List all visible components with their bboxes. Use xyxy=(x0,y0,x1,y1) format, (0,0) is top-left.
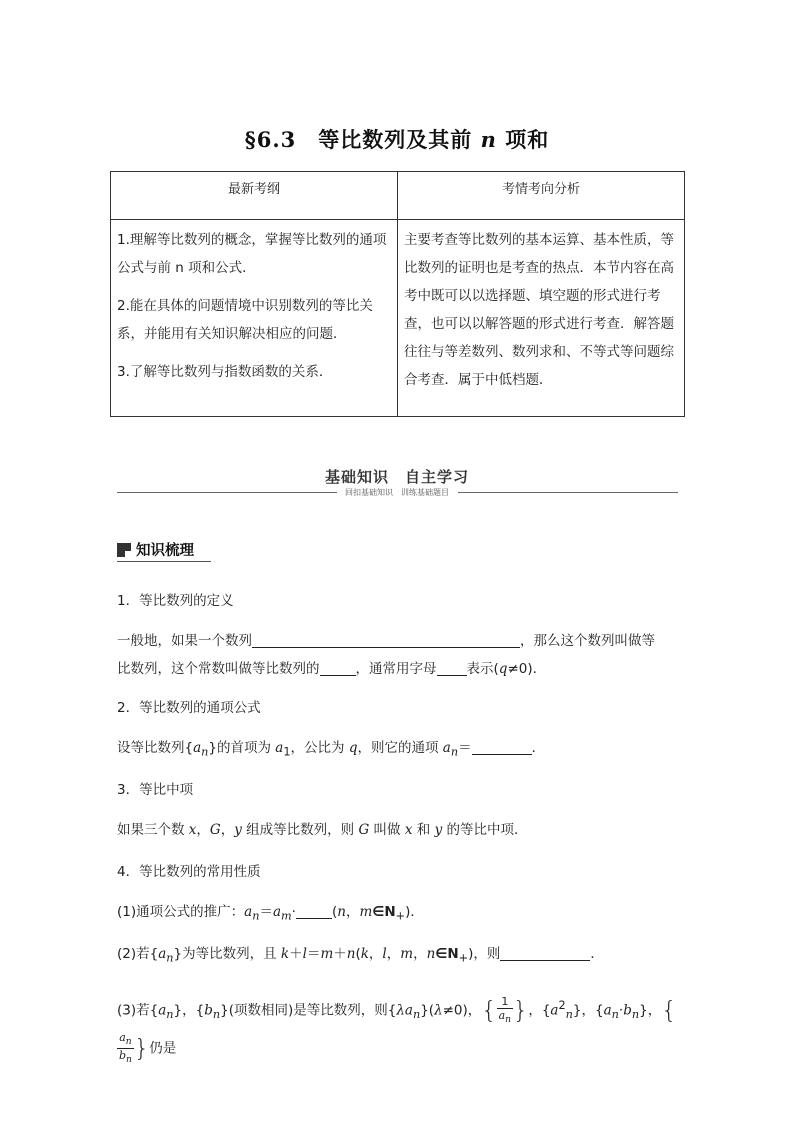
answer-blank[interactable] xyxy=(472,740,532,755)
answer-blank[interactable] xyxy=(437,661,467,676)
answer-blank[interactable] xyxy=(320,661,356,676)
heading-properties: 4．等比数列的常用性质 xyxy=(117,864,261,880)
section-banner-title: 基础知识 自主学习 xyxy=(324,468,469,486)
page-title: §6.3 等比数列及其前 n 项和 xyxy=(244,127,550,152)
heading-geometric-mean: 3．等比中项 xyxy=(117,782,194,798)
answer-blank[interactable] xyxy=(500,946,590,961)
geometric-mean-line: 如果三个数 x，G，y 组成等比数列，则 G 叫做 x 和 y 的等比中项． xyxy=(117,822,528,838)
answer-blank[interactable] xyxy=(296,904,332,919)
knowledge-tag-underline xyxy=(117,561,211,562)
fraction-reciprocal: $\frac{1}{a_n}$ xyxy=(498,994,512,1026)
property-3: (3)若$\{a_n\}$，$\{b_n\}$(项数相同)是等比数列，则$\{\lambda a_n\}(\lambda\ne 0)$，{ $\frac{1}{a_n}$ }，$\{a^2_n\}$，$\{a_n\cdot b_n\}$，{ $\frac{a_n}{b_n}$ }仍是 xyxy=(117,994,677,1066)
definition-line-2: 比数列，这个常数叫做等比数列的 ，通常用字母 表示(q≠0)． xyxy=(117,661,547,677)
outline-item: 1.理解等比数列的概念，掌握等比数列的通项公式与前 n 项和公式． xyxy=(117,232,387,276)
knowledge-tag: 知识梳理 xyxy=(117,539,194,560)
heading-general-term: 2．等比数列的通项公式 xyxy=(117,700,261,716)
outline-item: 2.能在具体的问题情境中识别数列的等比关系，并能用有关知识解决相应的问题． xyxy=(117,298,373,342)
general-term-line: 设等比数列$\{a_n\}$的首项为 $a_1$，公比为 q，则它的通项 $a_n=$ ． xyxy=(117,740,546,759)
outline-item: 3.了解等比数列与指数函数的关系． xyxy=(117,364,333,380)
syllabus-header-outline: 最新考纲 xyxy=(111,172,398,220)
syllabus-analysis-cell: 主要考查等比数列的基本运算、基本性质，等比数列的证明也是考查的热点．本节内容在高考中既可以以选择题、填空题的形式进行考查，也可以以解答题的形式进行考查．解答题往往与等差数列、数列求和、不等式等问题综合考查．属于中低档题． xyxy=(398,220,685,417)
syllabus-header-analysis: 考情考向分析 xyxy=(398,172,685,220)
section-banner-subtitle: 回扣基础知识 训练基础题目 xyxy=(0,487,794,498)
heading-definition: 1．等比数列的定义 xyxy=(117,593,234,609)
syllabus-table xyxy=(110,171,685,417)
property-2: (2)若$\{a_n\}$为等比数列，且 k＋l＝m＋n(k，l，m，$n\in N_+$)，则 ． xyxy=(117,946,604,965)
fraction-quotient: $\frac{a_n}{b_n}$ xyxy=(119,1031,132,1066)
syllabus-outline-cell xyxy=(111,220,398,417)
square-icon xyxy=(117,543,131,557)
answer-blank[interactable] xyxy=(252,633,520,648)
property-1: (1)通项公式的推广：$a_n=a_m\cdot (n$，$m\in N_+$)． xyxy=(117,904,424,923)
definition-line-1: 一般地，如果一个数列 ，那么这个数列叫做等 xyxy=(117,633,655,649)
